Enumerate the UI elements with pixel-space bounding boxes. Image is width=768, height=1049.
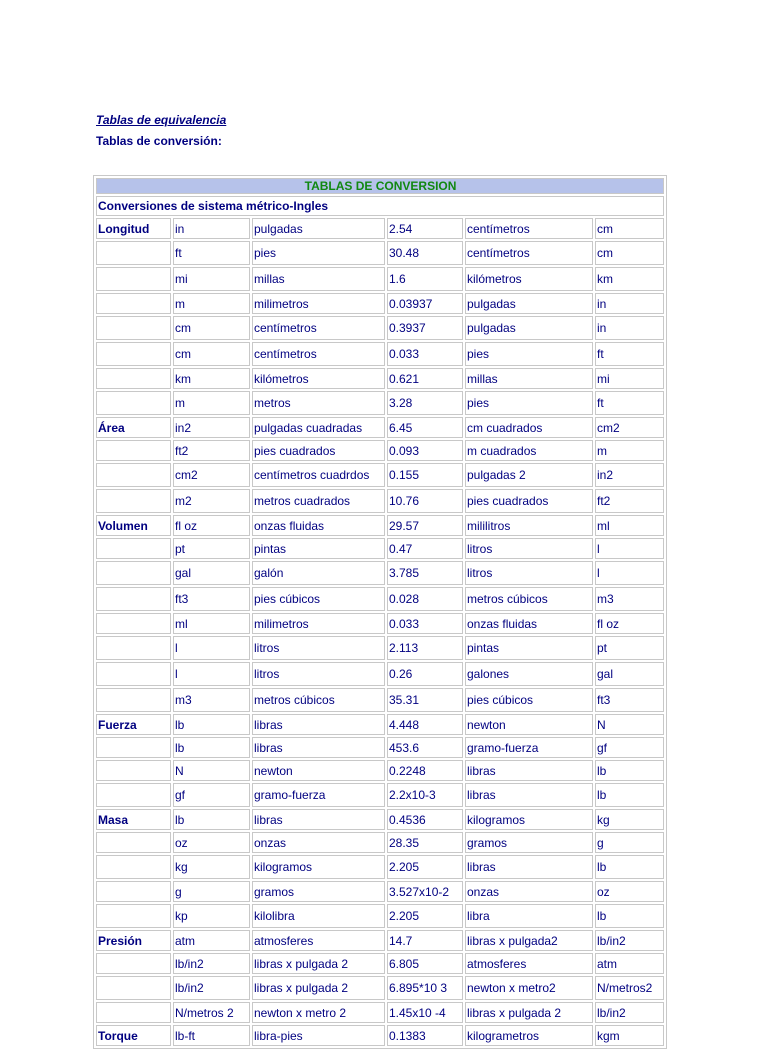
table-row xyxy=(96,561,664,585)
unit-name-cell: metros cúbicos xyxy=(252,688,385,712)
unit-name-cell: kilogramos xyxy=(252,855,385,879)
target-unit-symbol-cell: atm xyxy=(595,953,664,974)
unit-name-cell: gramo-fuerza xyxy=(252,783,385,807)
unit-symbol-cell: oz xyxy=(173,832,250,853)
target-unit-symbol-cell: cm xyxy=(595,241,664,265)
unit-symbol-cell: lb xyxy=(173,714,250,735)
category-cell xyxy=(96,953,171,974)
unit-symbol-cell: m xyxy=(173,293,250,314)
table-row xyxy=(96,636,664,660)
unit-symbol-cell: fl oz xyxy=(173,515,250,536)
conversion-table xyxy=(93,175,667,1049)
target-unit-name-cell: gramos xyxy=(465,832,593,853)
unit-symbol-cell: l xyxy=(173,662,250,686)
table-row xyxy=(96,440,664,461)
target-unit-name-cell: newton x metro2 xyxy=(465,976,593,1000)
unit-symbol-cell: atm xyxy=(173,930,250,951)
unit-symbol-cell: kp xyxy=(173,904,250,928)
unit-name-cell: libras xyxy=(252,809,385,830)
target-unit-symbol-cell: kg xyxy=(595,809,664,830)
target-unit-symbol-cell: in xyxy=(595,293,664,314)
target-unit-name-cell: pulgadas 2 xyxy=(465,463,593,487)
target-unit-name-cell: mililitros xyxy=(465,515,593,536)
unit-name-cell: milimetros xyxy=(252,613,385,634)
table-subheading: Conversiones de sistema métrico-Ingles xyxy=(96,196,664,216)
target-unit-symbol-cell: m3 xyxy=(595,587,664,611)
factor-cell: 3.28 xyxy=(387,391,463,415)
unit-name-cell: centímetros xyxy=(252,342,385,366)
unit-symbol-cell: ml xyxy=(173,613,250,634)
category-cell: Volumen xyxy=(96,515,171,536)
factor-cell: 0.1383 xyxy=(387,1025,463,1046)
unit-name-cell: litros xyxy=(252,636,385,660)
target-unit-name-cell: kilogramos xyxy=(465,809,593,830)
table-row xyxy=(96,662,664,686)
category-cell xyxy=(96,241,171,265)
category-cell: Torque xyxy=(96,1025,171,1046)
target-unit-name-cell: libras x pulgada2 xyxy=(465,930,593,951)
factor-cell: 2.205 xyxy=(387,904,463,928)
target-unit-symbol-cell: g xyxy=(595,832,664,853)
target-unit-name-cell: pies xyxy=(465,342,593,366)
table-row xyxy=(96,714,664,735)
target-unit-symbol-cell: ft3 xyxy=(595,688,664,712)
target-unit-name-cell: litros xyxy=(465,538,593,559)
target-unit-name-cell: kilogrametros xyxy=(465,1025,593,1046)
table-row xyxy=(96,881,664,902)
equivalence-tables-link[interactable]: Tablas de equivalencia xyxy=(96,113,227,127)
unit-symbol-cell: m2 xyxy=(173,489,250,513)
factor-cell: 2.113 xyxy=(387,636,463,660)
target-unit-symbol-cell: ft2 xyxy=(595,489,664,513)
target-unit-symbol-cell: lb xyxy=(595,760,664,781)
unit-symbol-cell: in xyxy=(173,218,250,239)
table-row xyxy=(96,930,664,951)
factor-cell: 0.26 xyxy=(387,662,463,686)
category-cell: Área xyxy=(96,417,171,438)
unit-symbol-cell: cm xyxy=(173,316,250,340)
unit-symbol-cell: lb xyxy=(173,809,250,830)
category-cell xyxy=(96,316,171,340)
unit-symbol-cell: lb-ft xyxy=(173,1025,250,1046)
unit-symbol-cell: ft3 xyxy=(173,587,250,611)
unit-symbol-cell: m xyxy=(173,391,250,415)
target-unit-symbol-cell: ft xyxy=(595,342,664,366)
factor-cell: 10.76 xyxy=(387,489,463,513)
target-unit-name-cell: gramo-fuerza xyxy=(465,737,593,758)
category-cell xyxy=(96,636,171,660)
category-cell xyxy=(96,760,171,781)
category-cell xyxy=(96,881,171,902)
factor-cell: 0.028 xyxy=(387,587,463,611)
factor-cell: 35.31 xyxy=(387,688,463,712)
category-cell xyxy=(96,463,171,487)
target-unit-symbol-cell: lb/in2 xyxy=(595,1002,664,1023)
target-unit-name-cell: libras xyxy=(465,855,593,879)
table-row xyxy=(96,293,664,314)
target-unit-symbol-cell: gf xyxy=(595,737,664,758)
unit-name-cell: galón xyxy=(252,561,385,585)
target-unit-name-cell: libras xyxy=(465,783,593,807)
factor-cell: 1.45x10 -4 xyxy=(387,1002,463,1023)
unit-symbol-cell: N/metros 2 xyxy=(173,1002,250,1023)
factor-cell: 6.895*10 3 xyxy=(387,976,463,1000)
category-cell xyxy=(96,391,171,415)
category-cell xyxy=(96,976,171,1000)
target-unit-name-cell: pies xyxy=(465,391,593,415)
category-cell xyxy=(96,538,171,559)
table-row xyxy=(96,855,664,879)
table-row xyxy=(96,538,664,559)
target-unit-name-cell: pies cúbicos xyxy=(465,688,593,712)
factor-cell: 0.033 xyxy=(387,613,463,634)
target-unit-name-cell: millas xyxy=(465,368,593,389)
unit-symbol-cell: in2 xyxy=(173,417,250,438)
target-unit-symbol-cell: lb/in2 xyxy=(595,930,664,951)
table-heading: TABLAS DE CONVERSION xyxy=(96,178,664,194)
unit-name-cell: gramos xyxy=(252,881,385,902)
target-unit-name-cell: cm cuadrados xyxy=(465,417,593,438)
factor-cell: 28.35 xyxy=(387,832,463,853)
target-unit-symbol-cell: pt xyxy=(595,636,664,660)
unit-name-cell: libras x pulgada 2 xyxy=(252,953,385,974)
target-unit-name-cell: newton xyxy=(465,714,593,735)
target-unit-name-cell: pulgadas xyxy=(465,293,593,314)
target-unit-symbol-cell: fl oz xyxy=(595,613,664,634)
target-unit-name-cell: pintas xyxy=(465,636,593,660)
category-cell xyxy=(96,489,171,513)
category-cell: Masa xyxy=(96,809,171,830)
table-row xyxy=(96,515,664,536)
unit-symbol-cell: cm2 xyxy=(173,463,250,487)
table-row xyxy=(96,809,664,830)
target-unit-symbol-cell: l xyxy=(595,561,664,585)
table-row xyxy=(96,316,664,340)
factor-cell: 453.6 xyxy=(387,737,463,758)
target-unit-name-cell: pulgadas xyxy=(465,316,593,340)
target-unit-symbol-cell: gal xyxy=(595,662,664,686)
category-cell xyxy=(96,737,171,758)
unit-name-cell: onzas xyxy=(252,832,385,853)
target-unit-name-cell: atmosferes xyxy=(465,953,593,974)
unit-name-cell: libra-pies xyxy=(252,1025,385,1046)
unit-symbol-cell: lb xyxy=(173,737,250,758)
unit-symbol-cell: gal xyxy=(173,561,250,585)
unit-symbol-cell: l xyxy=(173,636,250,660)
conversion-tables-title: Tablas de conversión: xyxy=(96,134,222,148)
target-unit-symbol-cell: in xyxy=(595,316,664,340)
table-row xyxy=(96,417,664,438)
target-unit-symbol-cell: in2 xyxy=(595,463,664,487)
target-unit-symbol-cell: km xyxy=(595,267,664,291)
target-unit-symbol-cell: mi xyxy=(595,368,664,389)
unit-symbol-cell: ft xyxy=(173,241,250,265)
unit-name-cell: atmosferes xyxy=(252,930,385,951)
category-cell xyxy=(96,783,171,807)
unit-symbol-cell: cm xyxy=(173,342,250,366)
category-cell xyxy=(96,613,171,634)
category-cell xyxy=(96,342,171,366)
unit-symbol-cell: mi xyxy=(173,267,250,291)
category-cell xyxy=(96,832,171,853)
factor-cell: 0.03937 xyxy=(387,293,463,314)
unit-symbol-cell: m3 xyxy=(173,688,250,712)
unit-name-cell: centímetros cuadrdos xyxy=(252,463,385,487)
category-cell xyxy=(96,368,171,389)
unit-name-cell: litros xyxy=(252,662,385,686)
unit-name-cell: pulgadas cuadradas xyxy=(252,417,385,438)
table-row xyxy=(96,368,664,389)
category-cell xyxy=(96,293,171,314)
target-unit-name-cell: galones xyxy=(465,662,593,686)
category-cell xyxy=(96,440,171,461)
table-row xyxy=(96,463,664,487)
category-cell xyxy=(96,561,171,585)
target-unit-name-cell: centímetros xyxy=(465,218,593,239)
factor-cell: 29.57 xyxy=(387,515,463,536)
factor-cell: 0.47 xyxy=(387,538,463,559)
unit-name-cell: metros cuadrados xyxy=(252,489,385,513)
unit-symbol-cell: N xyxy=(173,760,250,781)
unit-symbol-cell: lb/in2 xyxy=(173,953,250,974)
unit-symbol-cell: lb/in2 xyxy=(173,976,250,1000)
category-cell xyxy=(96,855,171,879)
factor-cell: 0.155 xyxy=(387,463,463,487)
target-unit-symbol-cell: lb xyxy=(595,904,664,928)
unit-symbol-cell: km xyxy=(173,368,250,389)
factor-cell: 3.527x10-2 xyxy=(387,881,463,902)
target-unit-symbol-cell: cm xyxy=(595,218,664,239)
factor-cell: 2.2x10-3 xyxy=(387,783,463,807)
target-unit-name-cell: kilómetros xyxy=(465,267,593,291)
factor-cell: 2.54 xyxy=(387,218,463,239)
unit-name-cell: pies xyxy=(252,241,385,265)
factor-cell: 3.785 xyxy=(387,561,463,585)
table-row xyxy=(96,783,664,807)
target-unit-name-cell: onzas fluidas xyxy=(465,613,593,634)
target-unit-name-cell: onzas xyxy=(465,881,593,902)
category-cell: Presión xyxy=(96,930,171,951)
category-cell: Longitud xyxy=(96,218,171,239)
target-unit-name-cell: pies cuadrados xyxy=(465,489,593,513)
factor-cell: 2.205 xyxy=(387,855,463,879)
unit-name-cell: pintas xyxy=(252,538,385,559)
table-row xyxy=(96,267,664,291)
table-row xyxy=(96,760,664,781)
category-cell xyxy=(96,267,171,291)
unit-symbol-cell: pt xyxy=(173,538,250,559)
factor-cell: 14.7 xyxy=(387,930,463,951)
unit-name-cell: libras xyxy=(252,737,385,758)
table-row xyxy=(96,1025,664,1046)
target-unit-symbol-cell: kgm xyxy=(595,1025,664,1046)
category-cell xyxy=(96,904,171,928)
factor-cell: 6.45 xyxy=(387,417,463,438)
unit-name-cell: pies cuadrados xyxy=(252,440,385,461)
target-unit-symbol-cell: ml xyxy=(595,515,664,536)
table-row xyxy=(96,587,664,611)
unit-name-cell: newton x metro 2 xyxy=(252,1002,385,1023)
factor-cell: 1.6 xyxy=(387,267,463,291)
target-unit-name-cell: metros cúbicos xyxy=(465,587,593,611)
unit-symbol-cell: kg xyxy=(173,855,250,879)
unit-name-cell: millas xyxy=(252,267,385,291)
factor-cell: 0.033 xyxy=(387,342,463,366)
target-unit-name-cell: libras xyxy=(465,760,593,781)
table-row xyxy=(96,832,664,853)
target-unit-symbol-cell: N/metros2 xyxy=(595,976,664,1000)
unit-name-cell: kilolibra xyxy=(252,904,385,928)
category-cell xyxy=(96,587,171,611)
factor-cell: 0.2248 xyxy=(387,760,463,781)
table-row xyxy=(96,241,664,265)
target-unit-name-cell: libra xyxy=(465,904,593,928)
target-unit-symbol-cell: m xyxy=(595,440,664,461)
table-row xyxy=(96,613,664,634)
unit-symbol-cell: gf xyxy=(173,783,250,807)
category-cell xyxy=(96,688,171,712)
target-unit-symbol-cell: N xyxy=(595,714,664,735)
table-row xyxy=(96,391,664,415)
unit-name-cell: kilómetros xyxy=(252,368,385,389)
unit-name-cell: pulgadas xyxy=(252,218,385,239)
factor-cell: 6.805 xyxy=(387,953,463,974)
unit-name-cell: metros xyxy=(252,391,385,415)
factor-cell: 0.4536 xyxy=(387,809,463,830)
unit-name-cell: milimetros xyxy=(252,293,385,314)
table-row xyxy=(96,953,664,974)
unit-name-cell: centímetros xyxy=(252,316,385,340)
target-unit-symbol-cell: cm2 xyxy=(595,417,664,438)
table-row xyxy=(96,737,664,758)
factor-cell: 30.48 xyxy=(387,241,463,265)
category-cell xyxy=(96,1002,171,1023)
factor-cell: 4.448 xyxy=(387,714,463,735)
category-cell xyxy=(96,662,171,686)
unit-name-cell: libras xyxy=(252,714,385,735)
target-unit-symbol-cell: ft xyxy=(595,391,664,415)
unit-symbol-cell: ft2 xyxy=(173,440,250,461)
factor-cell: 0.621 xyxy=(387,368,463,389)
target-unit-name-cell: litros xyxy=(465,561,593,585)
unit-symbol-cell: g xyxy=(173,881,250,902)
target-unit-symbol-cell: oz xyxy=(595,881,664,902)
table-row xyxy=(96,976,664,1000)
factor-cell: 0.3937 xyxy=(387,316,463,340)
table-row xyxy=(96,688,664,712)
unit-name-cell: libras x pulgada 2 xyxy=(252,976,385,1000)
target-unit-name-cell: centímetros xyxy=(465,241,593,265)
unit-name-cell: pies cúbicos xyxy=(252,587,385,611)
target-unit-symbol-cell: lb xyxy=(595,783,664,807)
table-row xyxy=(96,489,664,513)
target-unit-name-cell: m cuadrados xyxy=(465,440,593,461)
unit-name-cell: newton xyxy=(252,760,385,781)
category-cell: Fuerza xyxy=(96,714,171,735)
unit-name-cell: onzas fluidas xyxy=(252,515,385,536)
target-unit-symbol-cell: l xyxy=(595,538,664,559)
table-row xyxy=(96,342,664,366)
factor-cell: 0.093 xyxy=(387,440,463,461)
target-unit-symbol-cell: lb xyxy=(595,855,664,879)
target-unit-name-cell: libras x pulgada 2 xyxy=(465,1002,593,1023)
table-row xyxy=(96,218,664,239)
table-row xyxy=(96,1002,664,1023)
table-row xyxy=(96,904,664,928)
